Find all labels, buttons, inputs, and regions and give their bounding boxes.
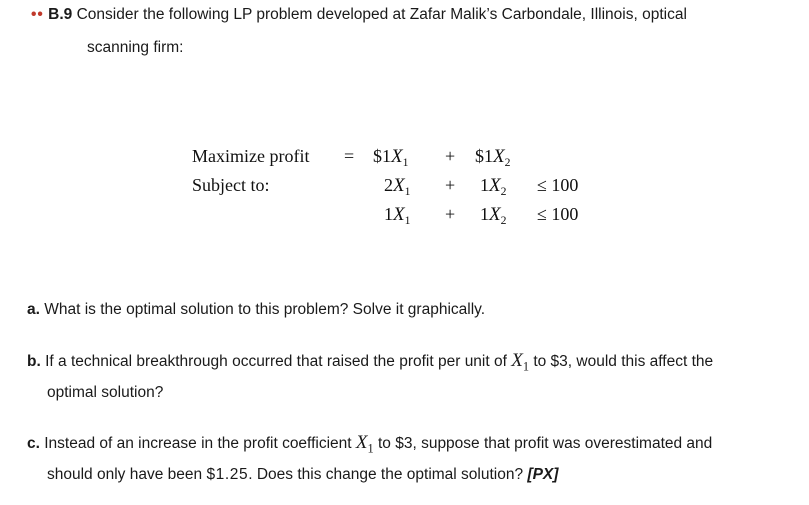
constraint2-rhs: ≤ 100 bbox=[537, 204, 579, 224]
difficulty-dots: •• bbox=[31, 6, 44, 23]
part-c-text-2: to $3, suppose that profit was overestimated and bbox=[377, 435, 713, 452]
part-b bbox=[27, 350, 713, 372]
part-c bbox=[27, 432, 712, 454]
part-c-label: c. bbox=[27, 435, 40, 452]
plus-sign: + bbox=[445, 204, 456, 224]
profit-amount: $1.25 bbox=[206, 466, 249, 483]
part-a bbox=[27, 301, 485, 319]
part-a-text: What is the optimal solution to this problem? Solve it graphically. bbox=[44, 301, 486, 318]
part-b-text-1: If a technical breakthrough occurred that raised the profit per unit of bbox=[45, 353, 507, 370]
objective-label: Maximize profit bbox=[192, 146, 310, 166]
problem-intro-line2: scanning firm: bbox=[87, 39, 184, 56]
constraint2-term-1: $1X_1$ bbox=[384, 204, 411, 228]
constraint2-term-2: $1X_2$ bbox=[480, 204, 507, 228]
plus-sign: + bbox=[445, 175, 456, 195]
px-tag: [PX] bbox=[527, 466, 559, 483]
constraint1-rhs: ≤ 100 bbox=[537, 175, 579, 195]
objective-term-1: $\$1X_1$ bbox=[373, 146, 409, 170]
problem-header bbox=[31, 6, 687, 24]
part-c-text-1: Instead of an increase in the profit coefficient bbox=[44, 435, 352, 452]
equals-sign: = bbox=[344, 146, 355, 166]
part-b-line2: optimal solution? bbox=[47, 384, 164, 401]
part-b-text-2: to $3, would this affect the bbox=[533, 353, 714, 370]
plus-sign: + bbox=[445, 146, 456, 166]
constraint1-term-1: $2X_1$ bbox=[384, 175, 411, 199]
constraint1-term-2: $1X_2$ bbox=[480, 175, 507, 199]
objective-term-2: $\$1X_2$ bbox=[475, 146, 511, 170]
subject-to-label: Subject to: bbox=[192, 175, 270, 195]
variable-x1: $X_1$ bbox=[511, 350, 530, 374]
problem-intro-line1: Consider the following LP problem developed at Zafar Malik’s Carbondale, Illinois, optical bbox=[76, 6, 687, 23]
part-c-line2: should only have been $1.25. Does this change the optimal solution? [PX] bbox=[47, 466, 559, 483]
part-a-label: a. bbox=[27, 301, 40, 318]
part-b-label: b. bbox=[27, 353, 41, 370]
variable-x1: $X_1$ bbox=[355, 432, 374, 456]
problem-number: B.9 bbox=[48, 6, 73, 23]
